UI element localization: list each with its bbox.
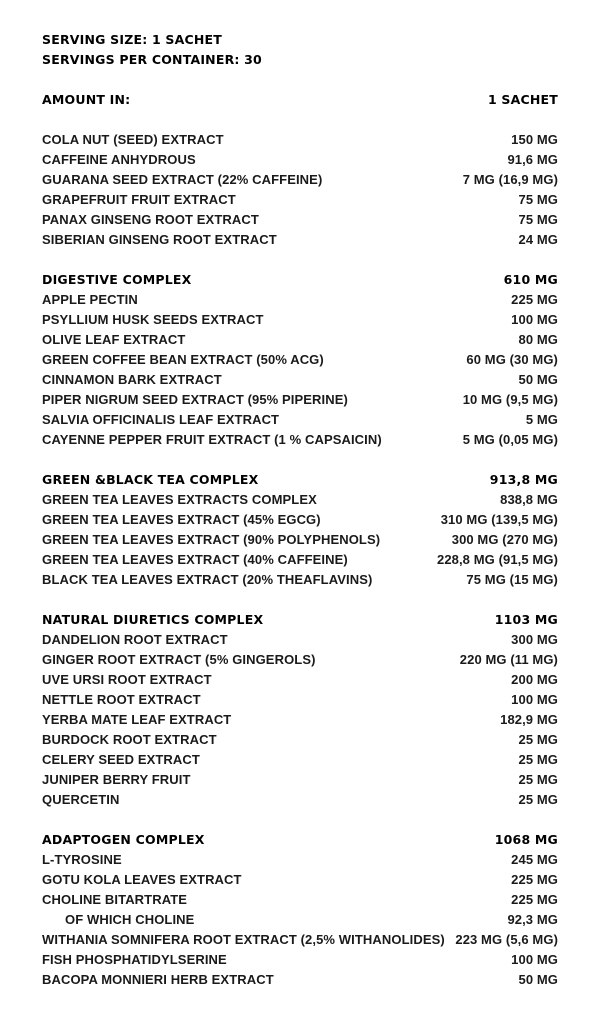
ingredient-row [42,169,558,189]
ingredient-amount: 80 MG [518,331,558,347]
ingredient-amount: 100 MG [511,951,558,967]
ingredient-name: FISH PHOSPHATIDYLSERINE [42,951,227,967]
ingredient-row [42,149,558,169]
ingredient-name: SALVIA OFFICINALIS LEAF EXTRACT [42,411,280,427]
ingredient-row [42,709,558,729]
ingredient-name: PANAX GINSENG ROOT EXTRACT [42,211,259,227]
complex-amount: 1068 MG [494,831,558,847]
ingredient-row [42,889,558,909]
ingredient-name: L-TYROSINE [42,851,122,867]
ingredient-amount: 50 MG [518,371,558,387]
ingredient-row [42,869,558,889]
ingredient-name: GINGER ROOT EXTRACT (5% GINGEROLS) [42,651,316,667]
ingredient-row [42,409,558,429]
ingredient-amount: 60 MG (30 MG) [466,351,558,367]
ingredient-name: GUARANA SEED EXTRACT (22% CAFFEINE) [42,171,323,187]
ingredient-amount: 100 MG [511,691,558,707]
ingredient-group [42,469,558,589]
complex-name: GREEN &BLACK TEA COMPLEX [42,471,259,487]
ingredient-amount: 310 MG (139,5 MG) [440,511,558,527]
ingredient-table [42,129,558,989]
ingredient-amount: 92,3 MG [507,911,558,927]
ingredient-name: BLACK TEA LEAVES EXTRACT (20% THEAFLAVINS) [42,571,373,587]
complex-amount: 1103 MG [494,611,558,627]
ingredient-row [42,529,558,549]
ingredient-amount: 223 MG (5,6 MG) [455,931,558,947]
ingredient-name: COLA NUT (SEED) EXTRACT [42,131,224,147]
ingredient-row [42,969,558,989]
ingredient-name: GREEN TEA LEAVES EXTRACT (40% CAFFEINE) [42,551,348,567]
ingredient-amount: 150 MG [511,131,558,147]
servings-per-container-text: SERVINGS PER CONTAINER: 30 [42,51,262,67]
ingredient-row [42,289,558,309]
ingredient-amount: 225 MG [511,871,558,887]
ingredient-name: PIPER NIGRUM SEED EXTRACT (95% PIPERINE) [42,391,348,407]
ingredient-amount: 50 MG [518,971,558,987]
ingredient-row [42,489,558,509]
ingredient-row [42,309,558,329]
ingredient-name: CHOLINE BITARTRATE [42,891,188,907]
ingredient-name: OLIVE LEAF EXTRACT [42,331,186,347]
ingredient-amount: 24 MG [518,231,558,247]
ingredient-amount: 245 MG [511,851,558,867]
ingredient-amount: 220 MG (11 MG) [459,651,558,667]
ingredient-amount: 300 MG (270 MG) [451,531,558,547]
amount-column-header: 1 SACHET [487,91,558,107]
ingredient-amount: 5 MG [525,411,558,427]
serving-info [42,29,558,69]
ingredient-name: CAYENNE PEPPER FRUIT EXTRACT (1 % CAPSAICIN) [42,431,382,447]
ingredient-amount: 5 MG (0,05 MG) [462,431,558,447]
complex-name: NATURAL DIURETICS COMPLEX [42,611,264,627]
amount-in-label: AMOUNT IN: [42,91,131,107]
ingredient-row [42,229,558,249]
ingredient-row [42,189,558,209]
ingredient-amount: 25 MG [518,751,558,767]
ingredient-amount: 75 MG (15 MG) [466,571,558,587]
ingredient-name: GREEN TEA LEAVES EXTRACT (45% EGCG) [42,511,321,527]
ingredient-row [42,129,558,149]
ingredient-name: PSYLLIUM HUSK SEEDS EXTRACT [42,311,264,327]
ingredient-row [42,909,558,929]
ingredient-name: APPLE PECTIN [42,291,138,307]
ingredient-name: BURDOCK ROOT EXTRACT [42,731,217,747]
complex-name: ADAPTOGEN COMPLEX [42,831,205,847]
ingredient-amount: 25 MG [518,731,558,747]
ingredient-name: CAFFEINE ANHYDROUS [42,151,196,167]
ingredient-amount: 75 MG [518,191,558,207]
serving-size-text: SERVING SIZE: 1 SACHET [42,31,222,47]
ingredient-amount: 75 MG [518,211,558,227]
ingredient-amount: 25 MG [518,791,558,807]
ingredient-amount: 225 MG [511,291,558,307]
ingredient-amount: 91,6 MG [507,151,558,167]
ingredient-name: BACOPA MONNIERI HERB EXTRACT [42,971,274,987]
ingredient-row [42,749,558,769]
ingredient-row [42,929,558,949]
ingredient-name: UVE URSI ROOT EXTRACT [42,671,212,687]
ingredient-row [42,349,558,369]
ingredient-group [42,129,558,249]
ingredient-amount: 300 MG [511,631,558,647]
ingredient-row [42,209,558,229]
ingredient-name: JUNIPER BERRY FRUIT [42,771,191,787]
ingredient-amount: 7 MG (16,9 MG) [462,171,558,187]
ingredient-amount: 200 MG [511,671,558,687]
ingredient-amount: 182,9 MG [500,711,558,727]
ingredient-row [42,849,558,869]
ingredient-name: GRAPEFRUIT FRUIT EXTRACT [42,191,236,207]
ingredient-amount: 100 MG [511,311,558,327]
ingredient-row [42,689,558,709]
ingredient-group [42,269,558,449]
amount-header-row [42,89,558,109]
ingredient-amount: 838,8 MG [500,491,558,507]
ingredient-row [42,369,558,389]
ingredient-amount: 225 MG [511,891,558,907]
ingredient-row [42,789,558,809]
ingredient-row [42,389,558,409]
complex-header-row [42,469,558,489]
ingredient-name: QUERCETIN [42,791,120,807]
ingredient-name: NETTLE ROOT EXTRACT [42,691,201,707]
ingredient-row [42,429,558,449]
ingredient-name: GOTU KOLA LEAVES EXTRACT [42,871,242,887]
ingredient-group [42,829,558,989]
ingredient-row [42,629,558,649]
ingredient-name: WITHANIA SOMNIFERA ROOT EXTRACT (2,5% WITHANOLIDES) [42,931,445,947]
ingredient-row [42,509,558,529]
ingredient-name: YERBA MATE LEAF EXTRACT [42,711,232,727]
complex-header-row [42,609,558,629]
ingredient-row [42,669,558,689]
ingredient-name: CELERY SEED EXTRACT [42,751,200,767]
ingredient-amount: 228,8 MG (91,5 MG) [436,551,558,567]
ingredient-row [42,649,558,669]
ingredient-row [42,769,558,789]
ingredient-name: CINNAMON BARK EXTRACT [42,371,222,387]
complex-header-row [42,269,558,289]
ingredient-row [42,549,558,569]
ingredient-row [42,569,558,589]
complex-amount: 913,8 MG [489,471,558,487]
ingredient-group [42,609,558,809]
ingredient-row [42,949,558,969]
ingredient-name: GREEN TEA LEAVES EXTRACT (90% POLYPHENOLS) [42,531,381,547]
complex-header-row [42,829,558,849]
ingredient-amount: 25 MG [518,771,558,787]
ingredient-row [42,329,558,349]
ingredient-name: GREEN TEA LEAVES EXTRACTS COMPLEX [42,491,317,507]
ingredient-name: DANDELION ROOT EXTRACT [42,631,228,647]
ingredient-name: SIBERIAN GINSENG ROOT EXTRACT [42,231,277,247]
complex-name: DIGESTIVE COMPLEX [42,271,192,287]
complex-amount: 610 MG [503,271,558,287]
ingredient-name: GREEN COFFEE BEAN EXTRACT (50% ACG) [42,351,324,367]
ingredient-row [42,729,558,749]
ingredient-name: OF WHICH CHOLINE [65,911,195,927]
ingredient-amount: 10 MG (9,5 MG) [462,391,558,407]
